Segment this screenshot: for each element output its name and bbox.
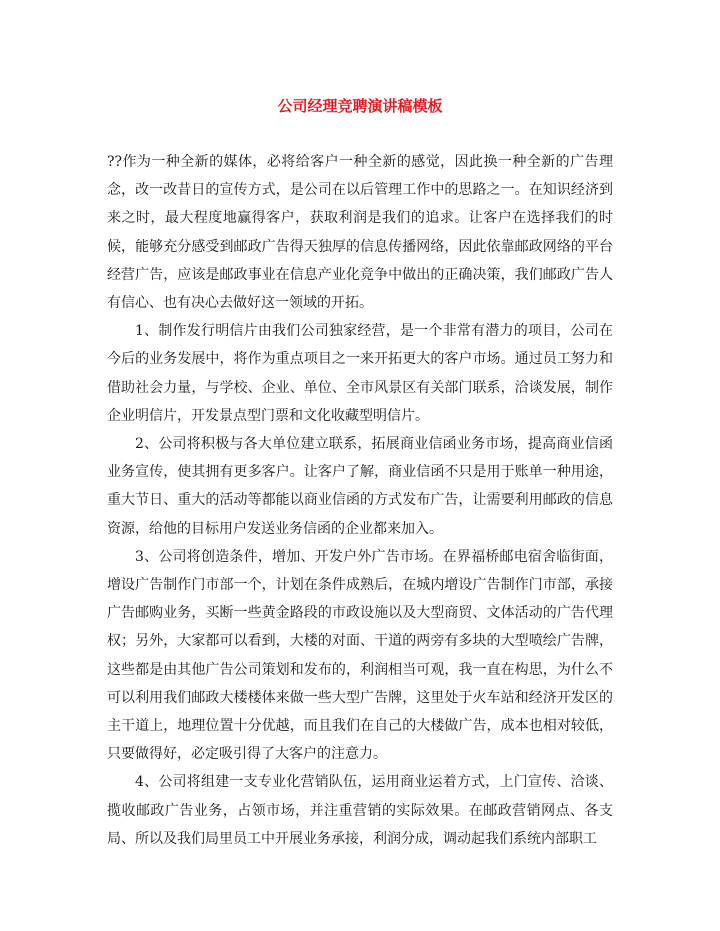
- paragraph-item-2: 2、公司将积极与各大单位建立联系，拓展商业信函业务市场，提高商业信函业务宣传，使其拥有更多客户。让客户了解，商业信函不只是用于账单一种用途，重大节日、重大的活动等都能以商业信函的方式发布广告，让需要利用邮政的信息资源，给他的目标用户发送业务信函的企业都来加入。: [107, 436, 613, 537]
- paragraph-intro: ??作为一种全新的媒体，必将给客户一种全新的感觉，因此换一种全新的广告理念，改一改昔日的宣传方式，是公司在以后管理工作中的思路之一。在知识经济到来之时，最大程度地赢得客户，获取利润是我们的追求。让客户在选择我们的时候，能够充分感受到邮政广告得天独厚的信息传播网络，因此依靠邮政网络的平台经营广告，应该是邮政事业在信息产业化竞争中做出的正确决策，我们邮政广告人有信心、也有决心去做好这一领域的开拓。: [107, 154, 613, 312]
- document-body: [107, 148, 613, 853]
- paragraph-item-3: 3、公司将创造条件，增加、开发户外广告市场。在界福桥邮电宿舍临街面，增设广告制作门市部一个，计划在条件成熟后，在城内增设广告制作门市部，承接广告邮购业务，买断一些黄金路段的市政设施以及大型商贸、文体活动的广告代理权；另外，大家都可以看到，大楼的对面、干道的两旁有多块的大型喷绘广告牌，这些都是由其他广告公司策划和发布的，利润相当可观，我一直在构思，为什么不可以利用我们邮政大楼楼体来做一些大型广告牌，这里处于火车站和经济开发区的主干道上，地理位置十分优越，而且我们在自己的大楼做广告，成本也相对较低，只要做得好，必定吸引得了大客户的注意力。: [107, 548, 613, 763]
- paragraph-item-1: 1、制作发行明信片由我们公司独家经营，是一个非常有潜力的项目，公司在今后的业务发展中，将作为重点项目之一来开拓更大的客户市场。通过员工努力和借助社会力量，与学校、企业、单位、全市风景区有关部门联系，洽谈发展，制作企业明信片，开发景点型门票和文化收藏型明信片。: [107, 323, 613, 424]
- paragraph-item-4: 4、公司将组建一支专业化营销队伍，运用商业运着方式，上门宣传、洽谈、揽收邮政广告业务，占领市场，并注重营销的实际效果。在邮政营销网点、各支局、所以及我们局里员工中开展业务承接，利润分成，调动起我们系统内部职工: [107, 774, 613, 847]
- document-title: 公司经理竞聘演讲稿模板: [277, 97, 443, 115]
